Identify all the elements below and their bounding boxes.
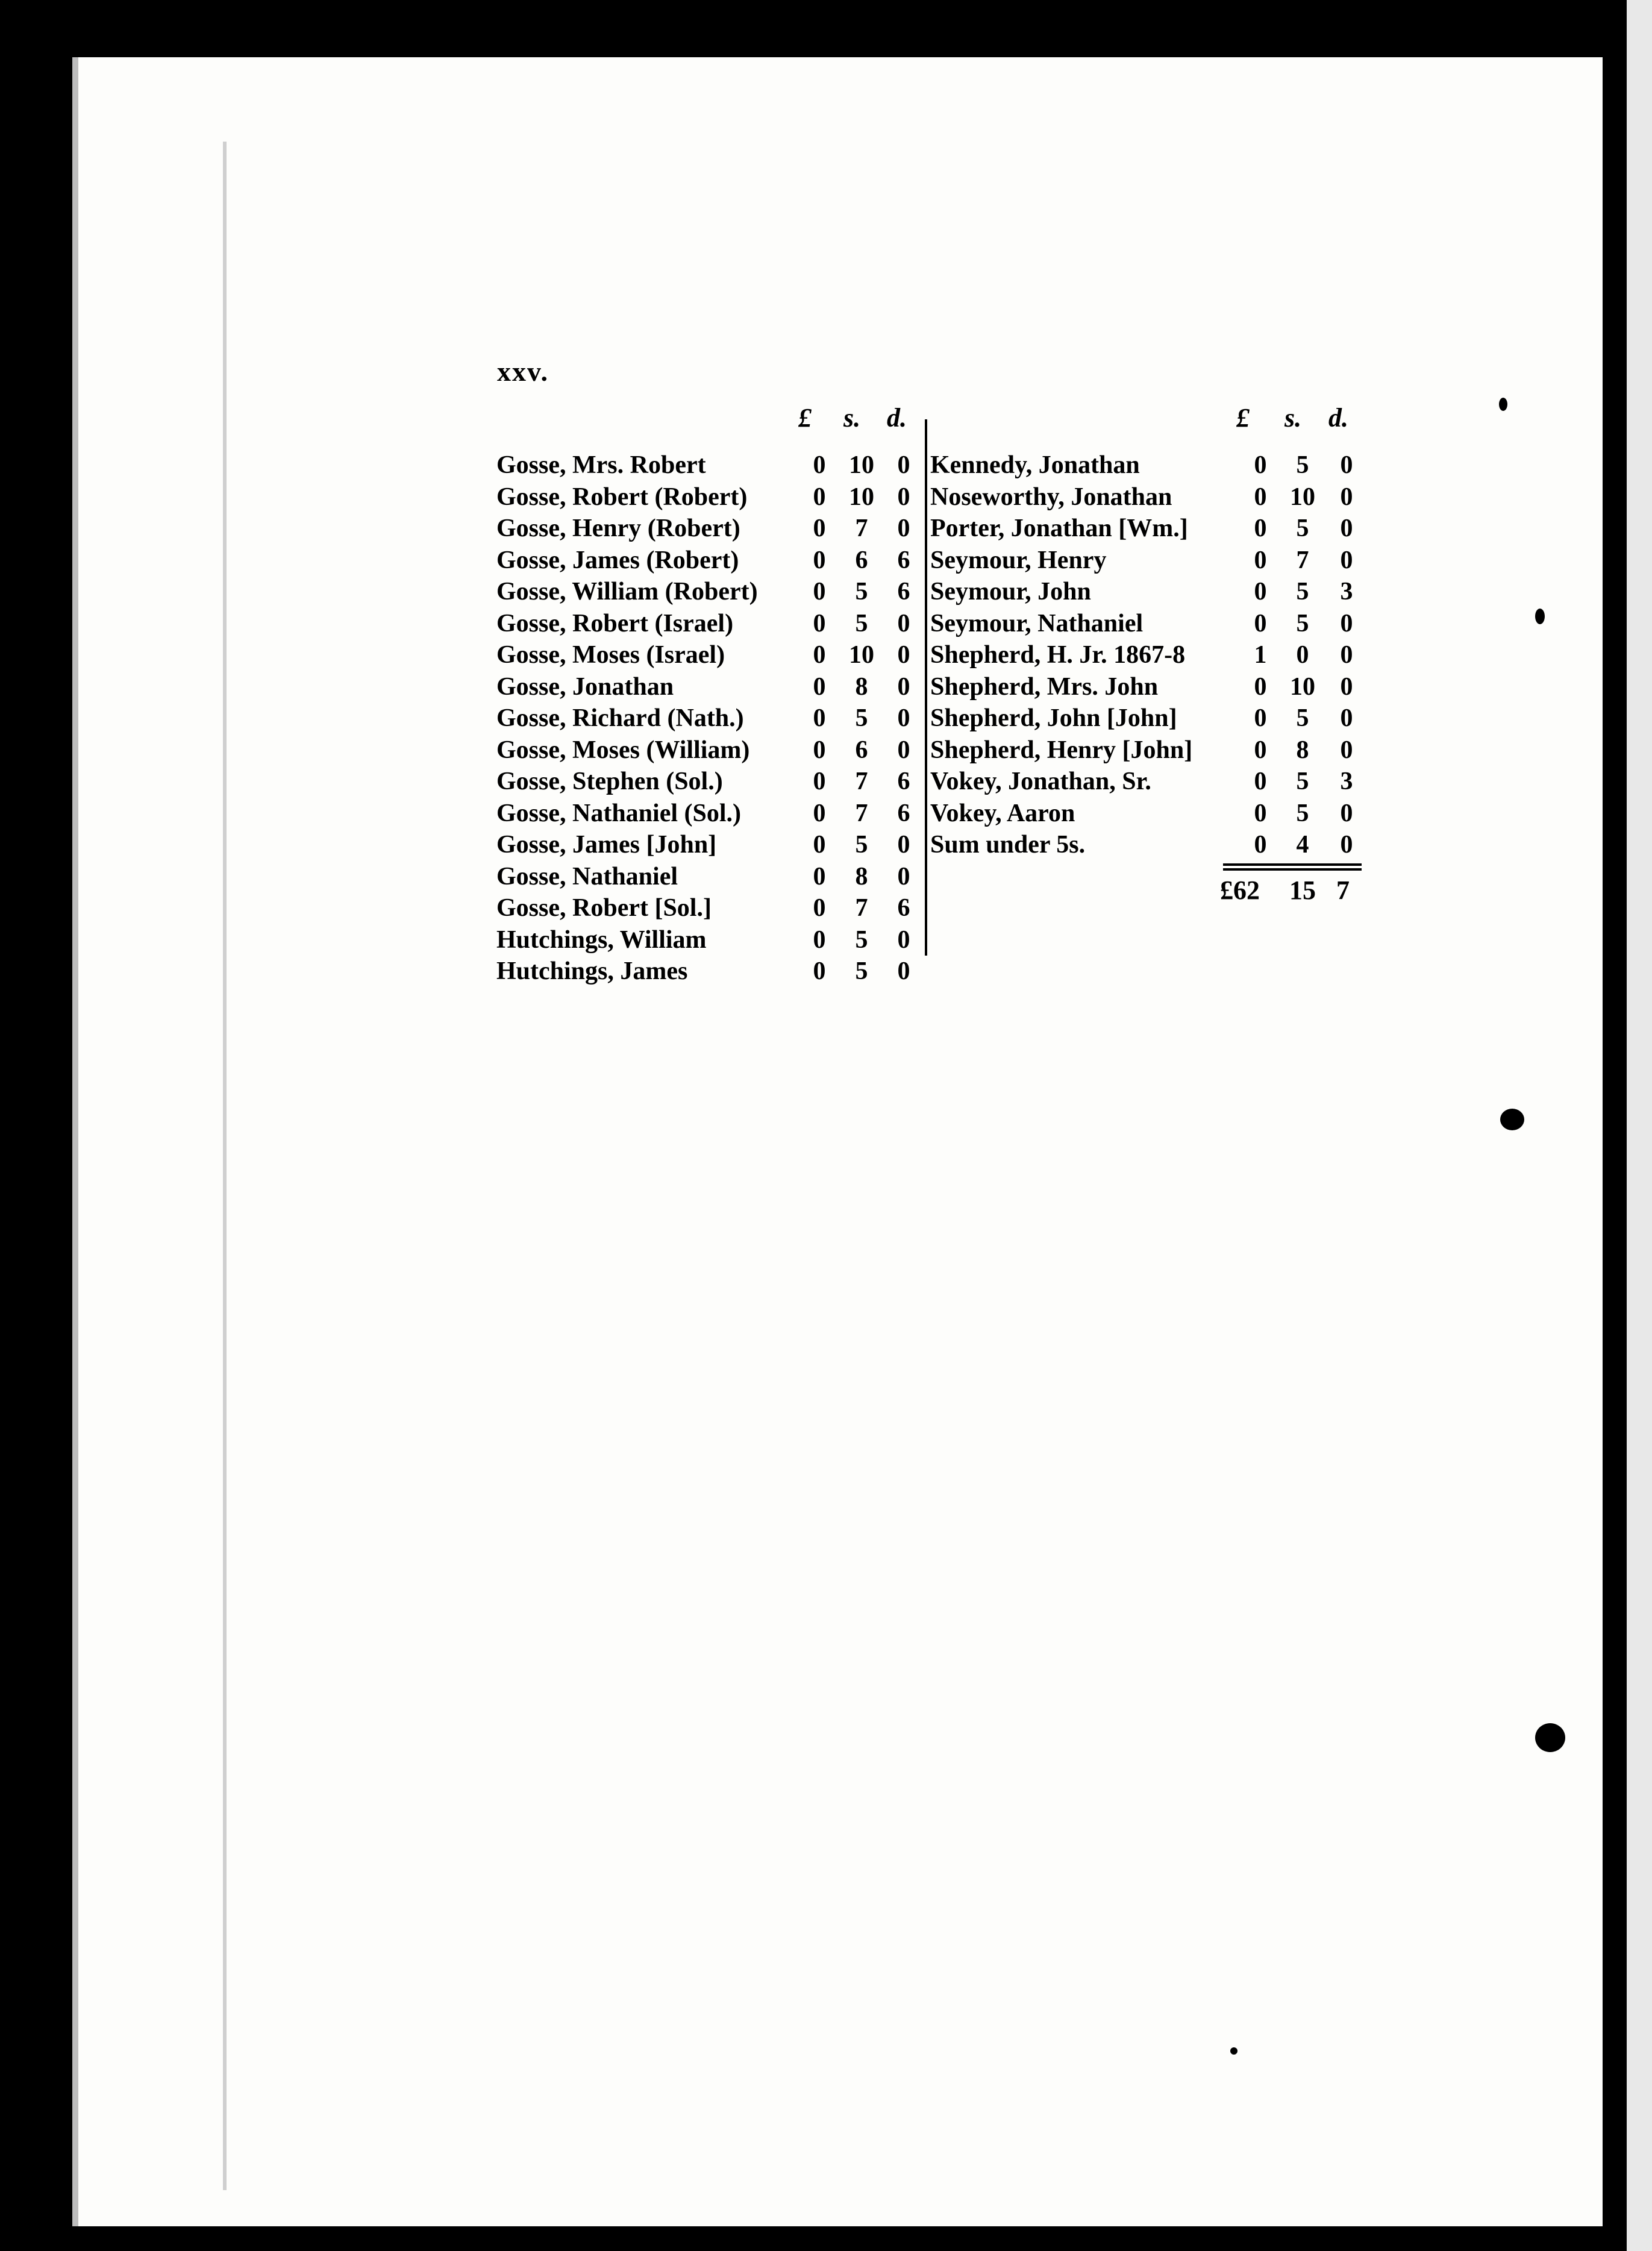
amount-shillings: 5 — [855, 704, 868, 732]
entry-name: Sum under 5s. — [930, 831, 1086, 859]
amount-pounds: 0 — [813, 515, 826, 542]
amount-pence: 0 — [897, 704, 910, 732]
amount-pounds: 0 — [1254, 831, 1267, 859]
table-row — [928, 481, 1362, 513]
header-pence: d. — [1328, 403, 1348, 433]
entry-name: Gosse, Robert [Sol.] — [496, 894, 712, 922]
page-number: xxv. — [497, 356, 549, 387]
amount-shillings: 5 — [1296, 515, 1309, 542]
subscription-table — [494, 402, 1362, 985]
amount-pounds: 0 — [813, 704, 826, 732]
entry-name: Gosse, Jonathan — [496, 672, 674, 701]
total-rule-bottom — [1223, 868, 1362, 871]
table-row — [494, 481, 925, 513]
table-row — [494, 639, 925, 671]
table-row — [494, 924, 925, 956]
entry-name: Shepherd, H. Jr. 1867-8 — [930, 641, 1186, 669]
amount-pence: 0 — [897, 925, 910, 954]
total-pounds: £62 — [1220, 875, 1260, 905]
amount-shillings: 5 — [855, 831, 868, 859]
table-row — [494, 798, 925, 830]
amount-pence: 0 — [1340, 641, 1353, 669]
total-pence: 7 — [1336, 875, 1350, 905]
amount-pence: 0 — [1340, 736, 1353, 764]
entry-name: Hutchings, James — [496, 957, 688, 985]
amount-pounds: 0 — [1254, 799, 1267, 827]
table-row — [494, 956, 925, 988]
amount-pence: 0 — [1340, 672, 1353, 701]
entry-name: Gosse, Mrs. Robert — [496, 451, 706, 479]
table-row — [494, 829, 925, 861]
table-row — [494, 513, 925, 545]
amount-shillings: 10 — [849, 641, 874, 669]
table-row — [928, 608, 1362, 640]
table-row — [494, 861, 925, 893]
amount-pence: 0 — [1340, 831, 1353, 859]
amount-shillings: 8 — [855, 672, 868, 701]
entry-name: Seymour, John — [930, 578, 1091, 606]
amount-pounds: 0 — [813, 768, 826, 795]
amount-pence: 0 — [897, 672, 910, 701]
entry-name: Vokey, Aaron — [930, 799, 1075, 827]
ink-speck — [1230, 2047, 1237, 2055]
entry-name: Gosse, James [John] — [496, 831, 717, 859]
amount-shillings: 5 — [1296, 799, 1309, 827]
amount-pence: 0 — [897, 736, 910, 764]
table-row — [928, 734, 1362, 766]
entry-name: Gosse, Moses (Israel) — [496, 641, 725, 669]
entry-name: Shepherd, Henry [John] — [930, 736, 1193, 764]
scan-shadow — [1603, 57, 1627, 2226]
header-shillings: s. — [1284, 403, 1302, 433]
entry-name: Seymour, Henry — [930, 546, 1107, 574]
amount-pence: 6 — [897, 894, 910, 922]
table-row — [928, 576, 1362, 608]
amount-shillings: 8 — [855, 862, 868, 891]
amount-shillings: 10 — [1290, 672, 1315, 701]
amount-pounds: 0 — [813, 957, 826, 985]
amount-pounds: 0 — [813, 451, 826, 479]
entry-name: Gosse, Nathaniel — [496, 862, 678, 891]
entry-name: Gosse, Robert (Robert) — [496, 483, 748, 511]
amount-pounds: 0 — [813, 831, 826, 859]
amount-pence: 3 — [1340, 768, 1353, 795]
ink-speck — [1535, 609, 1545, 624]
amount-pounds: 0 — [1254, 451, 1267, 479]
amount-shillings: 7 — [1296, 546, 1309, 574]
amount-pounds: 0 — [1254, 672, 1267, 701]
amount-shillings: 5 — [1296, 451, 1309, 479]
page-fold-edge — [223, 142, 227, 2190]
amount-pence: 0 — [897, 609, 910, 637]
amount-pounds: 0 — [1254, 515, 1267, 542]
amount-shillings: 7 — [855, 768, 868, 795]
amount-pence: 6 — [897, 799, 910, 827]
amount-shillings: 8 — [1296, 736, 1309, 764]
amount-pence: 6 — [897, 578, 910, 606]
table-row — [494, 576, 925, 608]
document-page — [72, 57, 1621, 2226]
amount-shillings: 6 — [855, 736, 868, 764]
entry-name: Gosse, James (Robert) — [496, 546, 739, 574]
amount-pence: 0 — [1340, 546, 1353, 574]
amount-pounds: 0 — [813, 672, 826, 701]
amount-pounds: 0 — [813, 894, 826, 922]
entry-name: Gosse, Richard (Nath.) — [496, 704, 744, 732]
total-shillings: 15 — [1289, 875, 1316, 905]
amount-pounds: 1 — [1254, 641, 1267, 669]
table-row — [494, 892, 925, 924]
table-row — [928, 703, 1362, 734]
entry-name: Kennedy, Jonathan — [930, 451, 1140, 479]
table-row — [494, 734, 925, 766]
amount-pence: 0 — [897, 862, 910, 891]
entry-name: Gosse, Nathaniel (Sol.) — [496, 799, 742, 827]
entry-name: Shepherd, Mrs. John — [930, 672, 1159, 701]
amount-shillings: 10 — [1290, 483, 1315, 511]
amount-pounds: 0 — [813, 641, 826, 669]
amount-shillings: 7 — [855, 894, 868, 922]
amount-shillings: 5 — [855, 957, 868, 985]
amount-pence: 0 — [1340, 799, 1353, 827]
entry-name: Gosse, Henry (Robert) — [496, 515, 740, 542]
amount-shillings: 0 — [1296, 641, 1309, 669]
amount-pounds: 0 — [1254, 578, 1267, 606]
amount-pounds: 0 — [1254, 736, 1267, 764]
amount-shillings: 7 — [855, 515, 868, 542]
entry-name: Gosse, Robert (Israel) — [496, 609, 734, 637]
table-row — [928, 671, 1362, 703]
entry-name: Porter, Jonathan [Wm.] — [930, 515, 1188, 542]
table-row — [928, 513, 1362, 545]
table-row — [494, 545, 925, 577]
table-row — [494, 703, 925, 734]
table-row — [928, 449, 1362, 481]
amount-shillings: 5 — [1296, 704, 1309, 732]
amount-pounds: 0 — [1254, 609, 1267, 637]
entry-name: Noseworthy, Jonathan — [930, 483, 1172, 511]
table-row — [928, 639, 1362, 671]
table-row — [928, 798, 1362, 830]
table-row — [494, 608, 925, 640]
table-row — [494, 766, 925, 798]
amount-pence: 0 — [1340, 704, 1353, 732]
amount-shillings: 5 — [1296, 768, 1309, 795]
header-pounds: £ — [798, 403, 812, 433]
amount-shillings: 7 — [855, 799, 868, 827]
amount-pence: 0 — [897, 451, 910, 479]
entry-name: Gosse, Moses (William) — [496, 736, 750, 764]
amount-pounds: 0 — [813, 736, 826, 764]
amount-shillings: 5 — [1296, 609, 1309, 637]
amount-shillings: 4 — [1296, 831, 1309, 859]
amount-shillings: 10 — [849, 451, 874, 479]
amount-pounds: 0 — [813, 609, 826, 637]
amount-pounds: 0 — [1254, 704, 1267, 732]
amount-shillings: 6 — [855, 546, 868, 574]
entry-name: Seymour, Nathaniel — [930, 609, 1144, 637]
amount-pence: 0 — [1340, 515, 1353, 542]
amount-pence: 0 — [897, 831, 910, 859]
amount-pounds: 0 — [813, 483, 826, 511]
amount-shillings: 10 — [849, 483, 874, 511]
amount-pence: 6 — [897, 546, 910, 574]
amount-pence: 0 — [897, 483, 910, 511]
amount-pounds: 0 — [1254, 483, 1267, 511]
right-rows — [928, 449, 1362, 861]
entry-name: Gosse, Stephen (Sol.) — [496, 768, 723, 795]
amount-shillings: 5 — [855, 925, 868, 954]
amount-pence: 0 — [897, 641, 910, 669]
amount-pounds: 0 — [813, 578, 826, 606]
total-rule-top — [1223, 863, 1362, 866]
amount-shillings: 5 — [1296, 578, 1309, 606]
ink-blot — [1500, 1109, 1524, 1130]
amount-pence: 3 — [1340, 578, 1353, 606]
column-divider — [925, 419, 927, 956]
ink-blot — [1535, 1723, 1565, 1752]
amount-pounds: 0 — [813, 546, 826, 574]
table-row — [494, 671, 925, 703]
amount-pounds: 0 — [813, 799, 826, 827]
amount-shillings: 5 — [855, 578, 868, 606]
amount-pence: 0 — [897, 957, 910, 985]
table-row — [928, 766, 1362, 798]
entry-name: Gosse, William (Robert) — [496, 578, 758, 606]
header-pence: d. — [887, 403, 907, 433]
scan-margin — [1627, 0, 1652, 2251]
entry-name: Hutchings, William — [496, 925, 707, 954]
amount-pence: 0 — [1340, 451, 1353, 479]
table-row — [928, 545, 1362, 577]
amount-pence: 0 — [897, 515, 910, 542]
amount-pounds: 0 — [813, 862, 826, 891]
amount-pounds: 0 — [1254, 768, 1267, 795]
amount-pence: 0 — [1340, 483, 1353, 511]
table-row — [494, 449, 925, 481]
ink-speck — [1499, 398, 1507, 411]
amount-shillings: 5 — [855, 609, 868, 637]
entry-name: Shepherd, John [John] — [930, 704, 1177, 732]
amount-pence: 0 — [1340, 609, 1353, 637]
amount-pence: 6 — [897, 768, 910, 795]
amount-pounds: 0 — [813, 925, 826, 954]
amount-pounds: 0 — [1254, 546, 1267, 574]
table-row — [928, 829, 1362, 861]
header-shillings: s. — [843, 403, 861, 433]
header-pounds: £ — [1236, 403, 1250, 433]
left-rows — [494, 449, 925, 988]
entry-name: Vokey, Jonathan, Sr. — [930, 768, 1151, 795]
